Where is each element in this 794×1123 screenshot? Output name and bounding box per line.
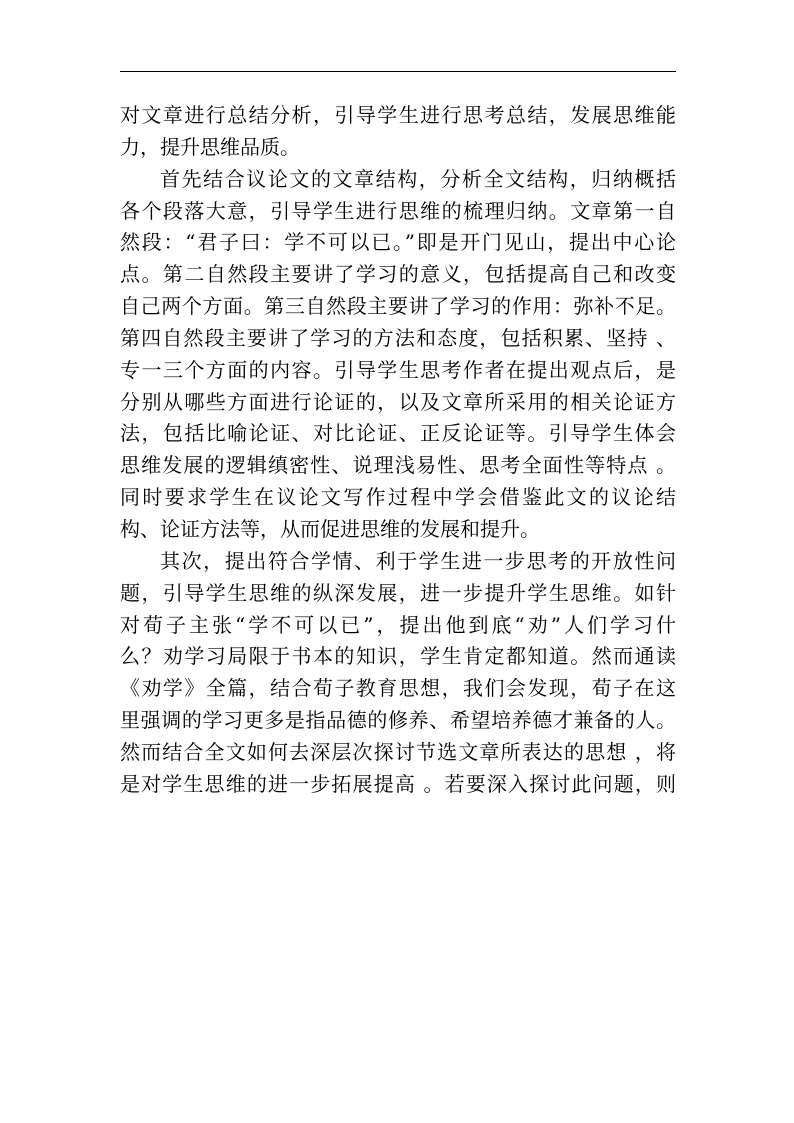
text-line: 对文章进行总结分析，引导学生进行思考总结，发展思维能	[120, 103, 676, 127]
body-text	[120, 100, 676, 801]
text-line: 首先结合议论文的文章结构，分析全文结构，归纳概括	[160, 166, 676, 191]
text-line: 自己两个方面。第三自然段主要讲了学习的作用：弥补不足。	[120, 294, 676, 319]
text-line: 专一三个方面的内容。引导学生思考作者在提出观点后，是	[120, 357, 676, 382]
text-line: 各个段落大意，引导学生进行思维的梳理归纳。文章第一自	[120, 198, 676, 223]
text-line: 《劝学》全篇，结合荀子教育思想，我们会发现，荀子在这	[120, 676, 676, 701]
text-line: 里强调的学习更多是指品德的修养、希望培养德才兼备的人。	[120, 708, 676, 733]
text-line: 构、论证方法等，从而促进思维的发展和提升。	[120, 516, 540, 541]
text-line: 其次，提出符合学情、利于学生进一步思考的开放性问	[160, 548, 676, 573]
text-line: 然而结合全文如何去深层次探讨节选文章所表达的思想 ，将	[120, 739, 676, 764]
text-line: 是对学生思维的进一步拓展提高 。若要深入探讨此问题，则	[120, 771, 676, 796]
header-rule	[120, 71, 676, 72]
text-line: 分别从哪些方面进行论证的，以及文章所采用的相关论证方	[120, 389, 676, 414]
text-line: 第四自然段主要讲了学习的方法和态度，包括积累、坚持 、	[120, 325, 676, 350]
text-line: 思维发展的逻辑缜密性、说理浅易性、思考全面性等特点 。	[120, 453, 676, 478]
text-line: 点。第二自然段主要讲了学习的意义，包括提高自己和改变	[120, 262, 676, 287]
text-line: 么？劝学习局限于书本的知识，学生肯定都知道。然而通读	[120, 644, 676, 669]
text-line: 题，引导学生思维的纵深发展，进一步提升学生思维。如针	[120, 580, 676, 605]
text-line: 法，包括比喻论证、对比论证、正反论证等。引导学生体会	[120, 421, 676, 446]
text-line: 力，提升思维品质。	[120, 134, 300, 159]
text-line: 对荀子主张“学不可以已”，提出他到底“劝”人们学习什	[120, 612, 676, 637]
text-line: 同时要求学生在议论文写作过程中学会借鉴此文的议论结	[120, 485, 676, 510]
text-line: 然段：“君子曰：学不可以已。”即是开门见山，提出中心论	[120, 230, 676, 255]
